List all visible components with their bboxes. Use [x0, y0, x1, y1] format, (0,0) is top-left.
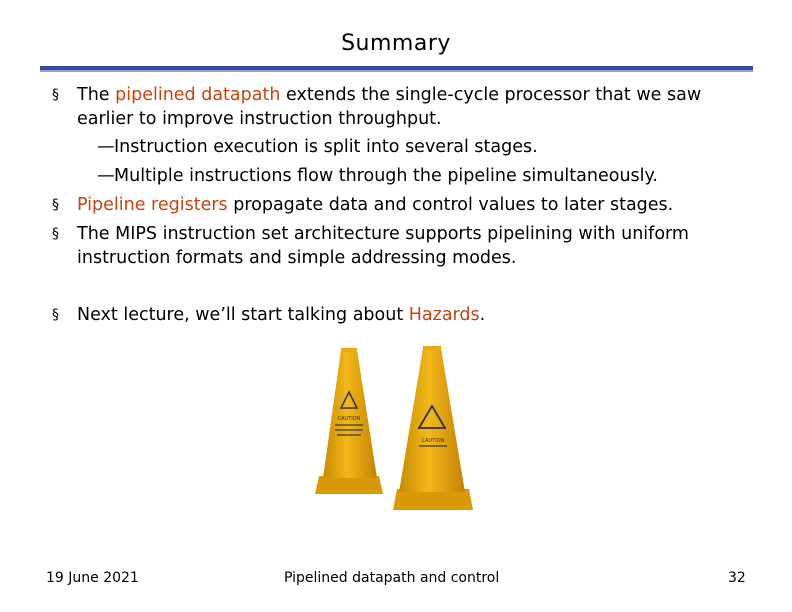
svg-text:CAUTION: CAUTION — [337, 416, 361, 422]
bullet-1-line-1: The pipelined datapath extends the single-cycle processor that we saw — [77, 85, 702, 105]
bullet-marker: § — [52, 87, 59, 103]
sub-bullet-dash: — — [97, 137, 115, 157]
bullet-3-line-2: instruction formats and simple addressing modes. — [77, 248, 517, 268]
bullet-marker: § — [52, 197, 59, 213]
caution-cones-image — [305, 344, 485, 514]
bullet-1-line-2: earlier to improve instruction throughput. — [77, 109, 442, 129]
left-cone-icon — [315, 348, 383, 494]
sub-bullet-dash: — — [97, 166, 115, 186]
bullet-4: Next lecture, we’ll start talking about Hazards. — [77, 305, 486, 325]
title-rule — [40, 66, 753, 72]
bullet-marker: § — [52, 226, 59, 242]
highlight-pipeline-registers: Pipeline registers — [77, 195, 228, 215]
footer-page-number: 32 — [728, 570, 746, 586]
bullet-3-line-1: The MIPS instruction set architecture supports pipelining with uniform — [77, 224, 689, 244]
footer-date: 19 June 2021 — [46, 570, 139, 586]
right-cone-icon — [393, 346, 473, 510]
bullet-2: Pipeline registers propagate data and control values to later stages. — [77, 195, 674, 215]
highlight-hazards: Hazards — [408, 305, 480, 325]
svg-text:CAUTION: CAUTION — [421, 438, 445, 444]
bullet-marker: § — [52, 307, 59, 323]
sub-bullet-1: Instruction execution is split into several stages. — [114, 137, 538, 157]
slide-title: Summary — [341, 31, 451, 56]
sub-bullet-2: Multiple instructions flow through the pipeline simultaneously. — [114, 166, 658, 186]
footer-title: Pipelined datapath and control — [284, 570, 500, 586]
highlight-pipelined-datapath: pipelined datapath — [115, 85, 281, 105]
